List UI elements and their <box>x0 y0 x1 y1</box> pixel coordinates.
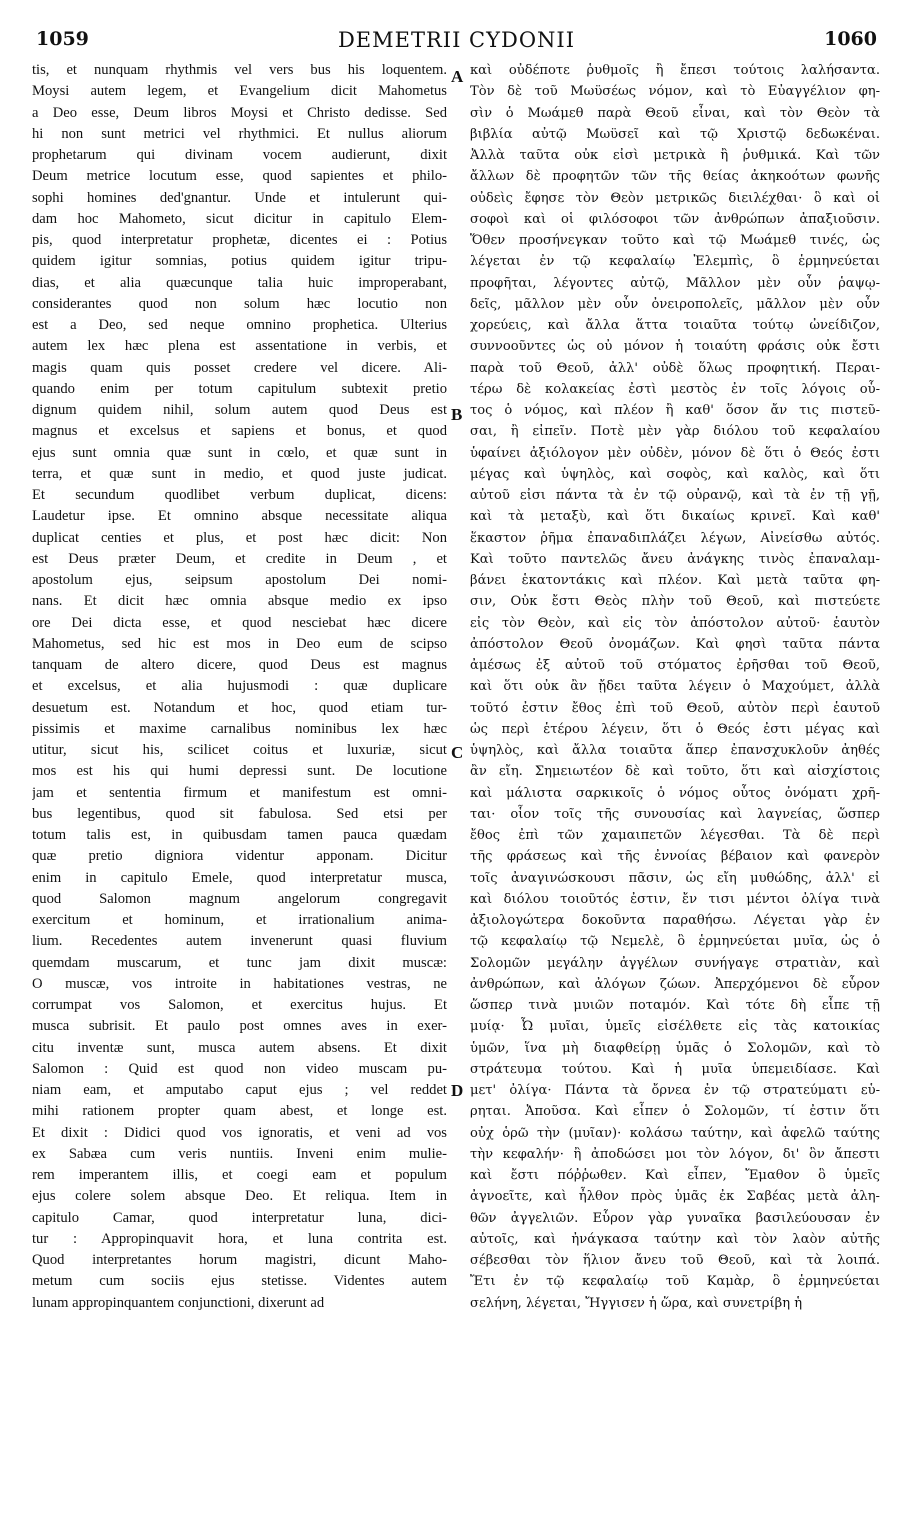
latin-text-line: utitur, sicut his, scilicet coitus et luxuriæ, sicut <box>32 742 447 758</box>
latin-text-line: ejus colere solem absque Deo. Et reliqua. Item in <box>32 1188 447 1205</box>
latin-text-line: capitulo Camar, quod interpretatur luna, dici- <box>32 1209 447 1226</box>
latin-text-line: autem lex hæc plena est assentatione in verbis, et <box>32 338 447 355</box>
greek-text-line: ἀμέσως ἐξ αὐτοῦ τοῦ στόματος ἐρῆσθαι τοῦ Θεοῦ, <box>470 658 880 673</box>
latin-text-line: lunam appropinquantem conjunctioni, dixerunt ad <box>32 1294 325 1311</box>
greek-text-line: Ὅθεν προσήνεγκαν τοῦτο καὶ τῷ Μωάμεθ τινές, ὡς <box>470 233 880 248</box>
latin-text-line: mos est his qui humi depressi sunt. De locutione <box>32 763 447 780</box>
greek-text-line: σὶν ὁ Μωάμεθ παρὰ Θεοῦ εἶναι, καὶ τὸν Θεὸν τὰ <box>470 105 880 121</box>
latin-text-line: dias, et alia quæcunque talia huic improperabant, <box>32 274 447 291</box>
latin-text-line: pis, quod interpretatur prophetæ, dicentes ei : Potius <box>32 232 447 248</box>
greek-text-line: οὐδεὶς ἔφησε τὸν Θεὸν μετρικῶς διειλέχθαι· ὃ καὶ οἱ <box>470 190 880 206</box>
greek-text-line: ἀξιολογώτερα δοκοῦντα παραθήσω. Λέγεται γὰρ ἐν <box>470 913 880 928</box>
latin-text-line: hi non sunt metrici vel rhythmici. Et nullus aliorum <box>32 125 447 142</box>
greek-text-line: Ἔτι ἐν τῷ κεφαλαίῳ τοῦ Καμὰρ, ὃ ἑρμηνεύεται <box>470 1274 880 1290</box>
latin-text-line: desuetum est. Notandum et hoc, quod etiam tur- <box>32 699 447 716</box>
greek-text-line: παρὰ τοῦ Θεοῦ, ἀλλ' οὐδὲ ὅλως προφητική. Περαι- <box>470 360 880 376</box>
greek-text-line: μυίᾳ· Ὦ μυῖαι, ὑμεῖς εἰσέλθετε εἰς τὰς κατοικίας <box>470 1019 880 1035</box>
latin-text-line: Salomon : Quid est quod non video muscam pu- <box>32 1060 447 1077</box>
latin-text-line: corrumpat vos Salomon, et exercitus hujus. Et <box>32 997 447 1013</box>
latin-column <box>32 60 447 1314</box>
greek-text-line: καὶ μάλιστα σαρκικοῖς ὁ νόμος οὗτος ὀνόματι χρῆ- <box>470 785 880 801</box>
latin-text-line: dignum quidem nihil, solum autem quod Deus est <box>32 402 447 418</box>
greek-text-line: τοῖς ἀναγινώσκουσι πᾶσιν, ὡς εἴη μυθώδης, ἀλλ' εἰ <box>470 870 880 886</box>
greek-text-line: Σολομῶν μεγάλην ἀγγέλων συνήγαγε στρατιὰν, καὶ <box>470 955 880 971</box>
greek-column <box>470 60 880 1314</box>
greek-text-line: ὑμῶν, ἵνα μὴ διαφθείρῃ ὑμᾶς ὁ Σολομῶν, καὶ τὸ <box>470 1040 880 1056</box>
greek-text-line: λέγεται ἐν τῷ κεφαλαίῳ Ἐλεμπὶς, ὃ ἑρμηνεύεται <box>470 254 880 270</box>
latin-text-line: ex Sabæa cum veris nuntiis. Inveni enim mulie- <box>32 1145 447 1162</box>
latin-text-line: enim in capitulo Emele, quod interpretatur musca, <box>32 869 447 886</box>
greek-text-line: τῷ κεφαλαίῳ τῷ Νεμελὲ, ὃ ἑρμηνεύεται μυῖα, ὡς ὁ <box>470 934 880 950</box>
greek-text-line: ὥσπερ τινὰ μυιῶν ποταμόν. Καὶ τότε δὴ εἶπε τῇ <box>470 998 880 1013</box>
greek-text-line: ἀπόστολον Θεοῦ ὀνομάζων. Καὶ φησὶ ταῦτα πάντα <box>470 636 880 652</box>
latin-text-line: tanquam de altero dicere, quod Deus est magnus <box>32 657 447 673</box>
latin-text-line: nans. Et dicit hæc omnia absque medio ex ipso <box>32 593 447 610</box>
greek-text-line: τὴν κεφαλήν· ἢ ἀποδώσει μοι τὸν λόγον, δι' ὃν ἄπεστι <box>470 1146 880 1162</box>
latin-text-line: jam et sententia firmum et manifestum est omni- <box>32 784 447 801</box>
greek-text-line: καὶ ὅτι οὐκ ἂν ᾔδει ταῦτα λέγειν ὁ Μαχούμετ, ἀλλὰ <box>470 679 880 695</box>
latin-text-line: apostolum ejus, seipsum apostolum Dei nomi- <box>32 572 447 588</box>
greek-text-line: οὐχ ὁρῶ τὴν (μυῖαν)· κολάσω ταύτην, καὶ ἀφελῶ ταύτης <box>470 1125 880 1141</box>
latin-text-line: Moysi autem legem, et Evangelium dicit Mahometus <box>32 83 447 100</box>
latin-text-line: duplicat centies et plus, et post hæc dicit: Non <box>32 529 447 546</box>
greek-text-line: μέγας καὶ ὑψηλὸς, καὶ σοφὸς, καὶ καλὸς, καὶ ὅτι <box>470 466 880 482</box>
latin-text-line: Et dixit : Didici quod vos ignoratis, et veni ad vos <box>32 1124 447 1141</box>
latin-text-line: quemdam muscarum, et tunc jam dixit muscæ: <box>32 954 447 971</box>
latin-text-line: Et secundum quodlibet verbum duplicat, dicens: <box>32 487 447 503</box>
latin-text-line: considerantes quod non solum hæc locutio non <box>32 295 447 312</box>
latin-text-line: citu inventæ sunt, musca autem absens. Et dixit <box>32 1039 447 1056</box>
latin-text-line: Quod interpretantes horum magistri, dicunt Maho- <box>32 1252 447 1268</box>
latin-text-line: niam eam, et amputabo caput ejus ; vel reddet <box>32 1082 447 1098</box>
latin-text-line: tis, et nunquam rhythmis vel vers bus his loquentem. <box>32 62 447 78</box>
greek-text-line: προφῆται, λέγοντες αὐτῷ, Μᾶλλον μὲν οὖν ῥαψῳ- <box>470 275 880 291</box>
latin-text-line: quod Salomon magnum angelorum congregavit <box>32 890 447 907</box>
latin-text-line: mihi rationem propter quam abest, et longe est. <box>32 1103 447 1120</box>
latin-text-line: magis quam quis posset credere vel dicere. Ali- <box>32 359 447 376</box>
greek-text-line: ἀγνοεῖτε, καὶ ἦλθον πρὸς ὑμᾶς ἐκ Σαβέας μετὰ ἀλη- <box>470 1189 880 1205</box>
greek-text-line: βιβλία αὐτῷ Μωϋσεῖ καὶ τῷ Χριστῷ δεδωκέναι. <box>470 126 880 142</box>
latin-text-line: prophetarum qui divinam vocem audierunt, dixit <box>32 147 447 163</box>
greek-text-line: σοφοὶ καὶ οἱ φιλόσοφοι τῶν ἀνθρώπων ἀπαξιοῦσιν. <box>470 211 880 227</box>
greek-text-line: βάνει ἑκατοντάκις καὶ πλέον. Καὶ μετὰ ταῦτα φη- <box>470 573 880 588</box>
latin-text-line: terra, et quæ sunt in medio, et quod juste judicat. <box>32 465 447 482</box>
greek-text-line: σιν, Οὐκ ἔστι Θεὸς πλὴν τοῦ Θεοῦ, καὶ πιστεύετε <box>470 594 880 610</box>
greek-text-line: συννοοῦντες ὡς οὐ μόνον ἡ τοιαύτη φράσις οὐκ ἔστι <box>470 339 880 355</box>
latin-text-line: magnus et excelsus et sapiens et bonus, et quod <box>32 423 447 440</box>
greek-text-line: ἕκαστον ῥῆμα ἐπαναδιπλάζει λέγων, Αἰνείσθω αὐτός. <box>470 530 880 546</box>
greek-text-line: σέβεσθαι τὸν ἥλιον ἄνευ τοῦ Θεοῦ, καὶ τὰ λοιπά. <box>470 1253 880 1268</box>
page-number-left: 1059 <box>36 28 89 50</box>
latin-text-line: metum cum sociis ejus stetisse. Videntes autem <box>32 1273 447 1290</box>
latin-text-line: quando enim per totum capitulum subtexit pretio <box>32 380 447 397</box>
latin-text-line: tur : Appropinquavit hora, et luna contrita est. <box>32 1230 447 1247</box>
latin-text-line: exercitum et hominum, et irrationalium anima- <box>32 912 447 928</box>
greek-text-line: ἔθος ἐπὶ τῶν χαμαιπετῶν λέγεσθαι. Τὰ δὲ περὶ <box>470 828 880 843</box>
greek-text-line: καὶ οὐδέποτε ῥυθμοῖς ἢ ἔπεσι τούτοις λαλήσαντα. <box>470 63 880 78</box>
greek-text-line: αὐτοῦ εἰσι πάντα τὰ ἐν τῷ οὐρανῷ, καὶ τὰ ἐν τῇ γῇ, <box>470 488 880 503</box>
margin-letter-d: D <box>451 1081 464 1100</box>
greek-text-line: σαι, ἢ εἰπεῖν. Ποτὲ μὲν γὰρ διόλου τοῦ κεφαλαίου <box>470 424 880 440</box>
greek-text-line: ἄλλων δὲ προφητῶν τῶν τῆς θείας ἀκηκοότων φωνῆς <box>470 169 880 185</box>
greek-text-line: ται· οἷον τοῖς τῆς συνουσίας καὶ λαγνείας, ὥσπερ <box>470 806 880 822</box>
latin-text-line: ejus sunt omnia quæ sunt in cœlo, et quæ sunt in <box>32 444 447 461</box>
greek-text-line: τος ὁ νόμος, καὶ πλέον ἢ καθ' ὅσον ἄν τις πιστεῦ- <box>470 403 880 418</box>
greek-text-line: καὶ ἔστι πόῤῥωθεν. Καὶ εἶπεν, Ἔμαθον ὃ ὑμεῖς <box>470 1168 880 1183</box>
greek-text-line: τέρω δὲ κολακείας ἐστὶ μεστὸς ἐν τοῖς λόγοις οὗ- <box>470 381 880 397</box>
greek-text-line: ρηται. Ἀποῦσα. Καὶ εἶπεν ὁ Σολομῶν, τί ἐστιν ὅτι <box>470 1104 880 1120</box>
latin-text-line: Laudetur ipse. Et omnino absque necessitate aliqua <box>32 508 447 525</box>
greek-text-line: αὐτοῖς, καὶ ἠνάγκασα ταύτην καὶ τὸν λαὸν αὐτῆς <box>470 1231 880 1247</box>
greek-text-line: Τὸν δὲ τοῦ Μωϋσέως νόμον, καὶ τὸ Εὐαγγέλιον φη- <box>470 84 880 100</box>
greek-text-line: θῶν ἀγγελιῶν. Εὗρον γὰρ γυναῖκα βασιλεύουσαν ἐν <box>470 1210 880 1226</box>
greek-text-line: ὑψηλὸς, καὶ ἄλλα τοιαῦτα ἅπερ ἐπανσχυκλοῦν ἀηθές <box>470 743 880 758</box>
greek-text-line: Καὶ τοῦτο παντελῶς ἄνευ ἀνάγκης τινὸς ἐπαναλαμ- <box>470 551 880 567</box>
latin-text-line: bus legentibus, quod sit fabulosa. Sed etsi per <box>32 805 447 822</box>
greek-text-line: μετ' ὀλίγα· Πάντα τὰ ὄρνεα ἐν τῷ στρατεύματι εὑ- <box>470 1083 880 1098</box>
latin-text-line: a Deo esse, Deum libros Moysi et Christo dedisse. Sed <box>32 104 447 121</box>
latin-text-line: dam hoc Mahometo, sicut dicitur in capitulo Elem- <box>32 210 447 227</box>
latin-text-line: totum talis est, in quibusdam tamen pauca quædam <box>32 827 447 843</box>
margin-letter-b: B <box>451 405 463 424</box>
greek-text-line: σελήνη, λέγεται, Ἤγγισεν ἡ ὥρα, καὶ συνετρίβη ἡ <box>470 1295 803 1311</box>
greek-text-line: καὶ τὰ μεταξὺ, καὶ ὅτι δικαίως κρινεῖ. Καὶ καθ' <box>470 509 880 525</box>
latin-text-line: est Deus præter Deum, et credite in Deum , et <box>32 550 447 567</box>
margin-letter-c: C <box>451 743 464 762</box>
greek-text-line: καὶ διόλου τοιοῦτός ἐστιν, ἔν τισι μέντοι ὀλίγα τινὰ <box>470 891 880 907</box>
greek-text-line: ἂν εἴη. Σημειωτέον δὲ καὶ τοῦτο, ὅτι καὶ αἰσχίστοις <box>470 764 880 780</box>
latin-text-line: Deum metrice locutum esse, quod sapientes et philo- <box>32 168 447 185</box>
greek-text-line: τῆς φράσεως καὶ τῆς ἐννοίας βέβαιον καὶ φανερὸν <box>470 849 880 865</box>
latin-text-line: quæ pretio digniora videntur apponam. Dicitur <box>32 848 447 865</box>
greek-text-line: στράτευμα τούτου. Καὶ ἡ μυῖα ὑπεμειδίασε. Καὶ <box>470 1061 880 1077</box>
greek-text-line: εἰς τὸν Θεὸν, καὶ εἰς τὸν ἀπόστολον αὐτοῦ· ἑαυτὸν <box>470 615 880 631</box>
greek-text-line: ἀνθρώπων, καὶ ἀλόγων ζώων. Ἀπερχόμενοι δὲ εὗρον <box>470 976 880 992</box>
latin-text-line: O muscæ, vos introite in habitationes vestras, ne <box>32 975 447 992</box>
latin-text-line: Mahometus, sed hic est mos in Deo eum de scipso <box>32 635 447 652</box>
latin-text-line: quidem igitur somnias, potius quidem igitur tripu- <box>32 253 447 270</box>
latin-text-line: ore Dei dicta esse, et quod nesciebat hæc dicere <box>32 614 447 631</box>
latin-text-line: lium. Recedentes autem invenerunt quasi fluvium <box>32 933 447 950</box>
greek-text-line: δεῖς, μᾶλλον μὲν οὖν ὀνειροπολεῖς, μᾶλλον μὲν οὖν <box>470 296 880 312</box>
running-title: DEMETRII CYDONII <box>337 28 576 52</box>
latin-text-line: est a Deo, sed neque omnino prophetica. Ulterius <box>32 317 447 333</box>
greek-text-line: Ἀλλὰ ταῦτα οὐκ εἰσὶ μετρικὰ ἢ ῥυθμικά. Καὶ τῶν <box>470 148 880 163</box>
greek-text-line: ὡς περὶ ἑτέρου λέγειν, ὅτι ὁ Θεός ἐστι μέγας καὶ <box>470 721 880 737</box>
greek-text-line: ὑφαίνει ἀξιόλογον μὲν οὐδὲν, μόνον δὲ ὅτι ὁ Θεός ἐστι <box>470 445 880 461</box>
latin-text-line: et excelsus, et alia hujusmodi : quæ duplicare <box>32 678 447 695</box>
latin-text-line: rem imperantem illis, et coegi eam et populum <box>32 1167 447 1183</box>
greek-text-line: χορεύεις, καὶ ἄλλα ἅττα τοιαῦτα τούτῳ ὠνείδιζον, <box>470 318 880 333</box>
greek-text-line: τοῦτό ἐστιν ἔθος ἐπὶ τοῦ Θεοῦ, αὐτὸν περὶ ἑαυτοῦ <box>470 700 880 716</box>
page-number-right: 1060 <box>824 28 877 50</box>
latin-text-line: pissimis et maxime carnalibus nominibus lex hæc <box>32 720 447 737</box>
page-header <box>36 28 877 54</box>
margin-letter-a: A <box>451 67 464 86</box>
latin-text-line: sophi homines ded'gnantur. Unde et intulerunt qui- <box>32 189 447 206</box>
latin-text-line: musca subrisit. Et paulo post omnes aves in exer- <box>32 1018 447 1035</box>
